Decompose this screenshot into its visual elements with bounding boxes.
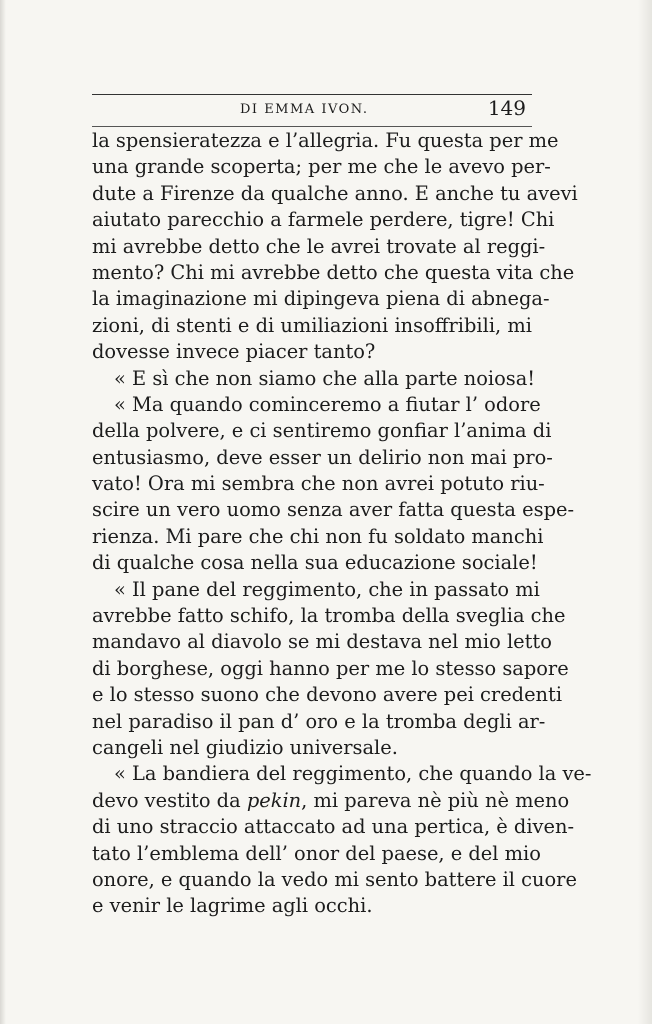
text-line: vato! Ora mi sembra che non avrei potuto riu- [92,472,545,496]
text-line: una grande scoperta; per me che le avevo per- [92,155,551,179]
text-line: dute a Firenze da qualche anno. E anche tu avevi [92,181,578,205]
header-rule [92,94,532,95]
text-line: la imaginazione mi dipingeva piena di abnega- [92,287,550,311]
text-line: zioni, di stenti e di umiliazioni insoffribili, mi [92,313,532,337]
text-line: di qualche cosa nella sua educazione sociale! [92,551,538,575]
page-number: 149 [487,96,526,120]
text-line: rienza. Mi pare che chi non fu soldato manchi [92,524,544,548]
text-line: tato l’emblema dell’ onor del paese, e del mio [92,841,541,865]
page-edge-left [0,0,6,1024]
text-line: aiutato parecchio a farmele perdere, tigre! Chi [92,208,555,232]
text-line: nel paradiso il pan d’ oro e la tromba degli ar- [92,709,546,733]
text-line: della polvere, e ci sentiremo gonfiar l’anima di [92,419,552,443]
text-line: mi avrebbe detto che le avrei trovate al reggi- [92,234,546,258]
text-line: dovesse invece piacer tanto? [92,340,376,364]
text-line: scire un vero uomo senza aver fatta questa espe- [92,498,575,522]
running-head-title: DI EMMA IVON. [240,102,369,117]
text-line: devo vestito da pekin, mi pareva nè più nè meno [92,788,570,812]
text-line: mento? Chi mi avrebbe detto che questa vita che [92,260,575,284]
running-head [92,98,532,122]
text-line: « E sì che non siamo che alla parte noiosa! [114,366,536,390]
text-line: entusiasmo, deve esser un delirio non mai pro- [92,445,553,469]
text-line: « Ma quando cominceremo a fiutar l’ odore [114,392,541,416]
text-line: mandavo al diavolo se mi destava nel mio letto [92,630,552,654]
italic-word: pekin [246,788,302,812]
text-line: « La bandiera del reggimento, che quando la ve- [114,762,592,786]
text-line: la spensieratezza e l’allegria. Fu questa per me [92,129,559,152]
text-line: onore, e quando la vedo mi sento battere il cuore [92,867,577,891]
text-line: e venir le lagrime agli occhi. [92,894,373,918]
page-edge-right [638,0,652,1024]
text-line: di uno straccio attaccato ad una pertica, è diven- [92,815,575,839]
body-text [92,128,592,920]
header-underline [92,126,532,127]
text-line: cangeli nel giudizio universale. [92,735,398,759]
text-line: avrebbe fatto schifo, la tromba della sveglia che [92,604,566,628]
text-line: « Il pane del reggimento, che in passato mi [114,577,540,601]
text-line: di borghese, oggi hanno per me lo stesso sapore [92,656,569,680]
text-line: e lo stesso suono che devono avere pei credenti [92,683,563,707]
